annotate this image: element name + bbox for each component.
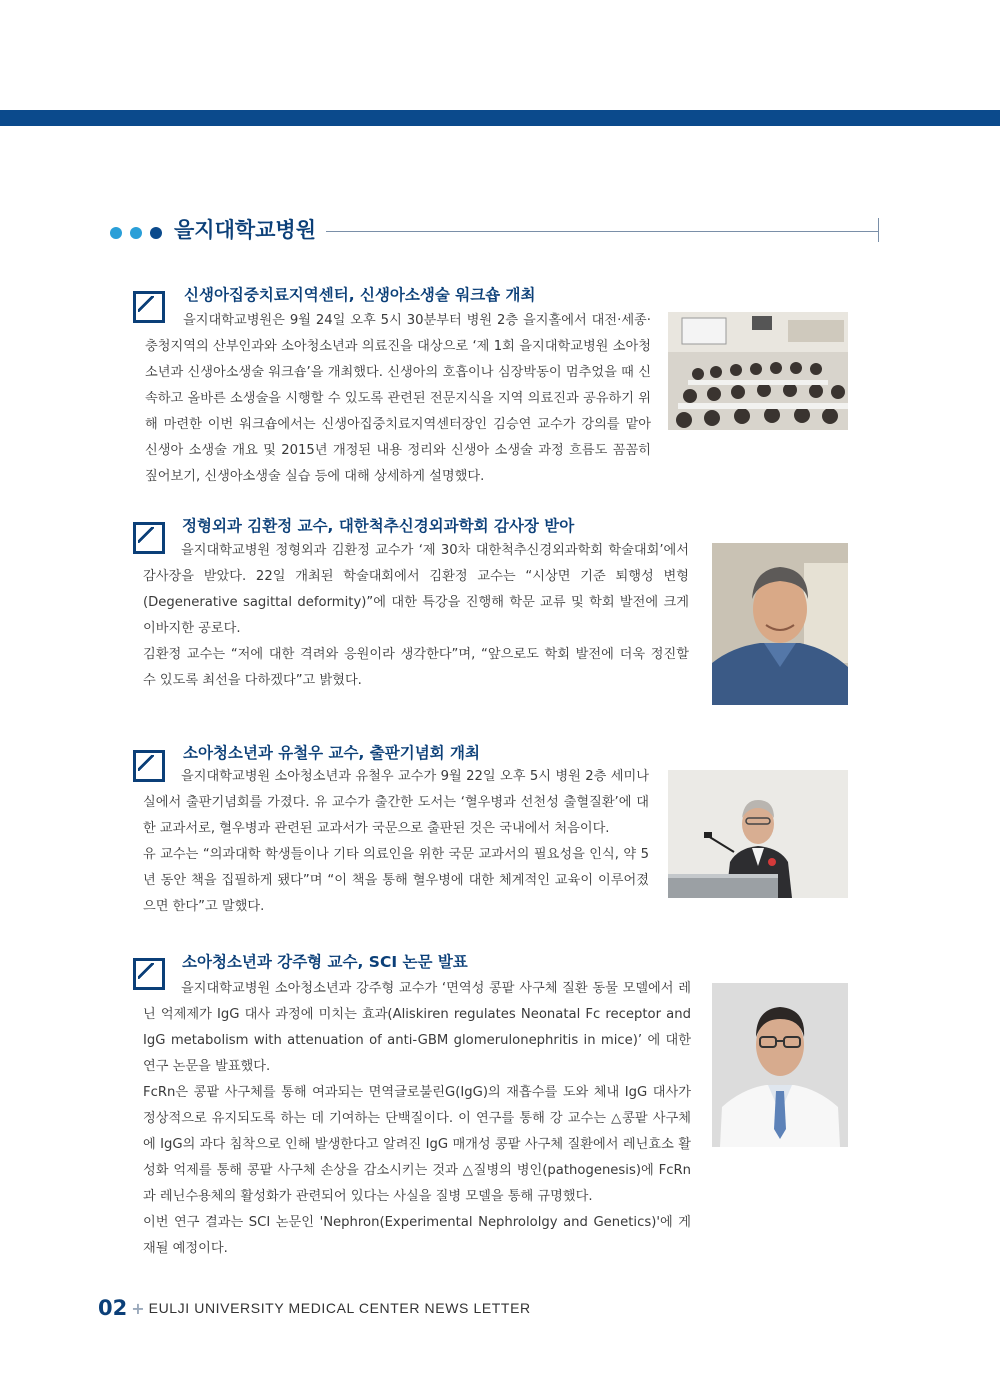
article-paragraph: 을지대학교병원 소아청소년과 강주형 교수가 ‘면역성 콩팥 사구체 질환 동물 모델에서 레닌 억제제가 IgG 대사 과정에 미치는 효과(Aliskiren regulates Neonatal Fc receptor and IgG metabolism with attenuation of anti-GBM glomerulonephritis in mice)’ 에 대한 연구 논문을 발표했다. bbox=[143, 981, 691, 1074]
top-brand-bar bbox=[0, 110, 1000, 126]
article-paragraph: 을지대학교병원 정형외과 김환정 교수가 ‘제 30차 대한척추신경외과학회 학술대회’에서 감사장을 받았다. 22일 개최된 학술대회에서 김환정 교수는 “시상면 기준 퇴행성 변형(Degenerative sagittal deformity)”에 대한 특강을 진행해 학문 교류 및 학회 발전에 크게 이바지한 공로다. bbox=[143, 543, 689, 636]
dot-icon bbox=[150, 227, 162, 239]
article-title: 정형외과 김환정 교수, 대한척추신경외과학회 감사장 받아 bbox=[182, 517, 575, 535]
portrait-image bbox=[712, 983, 848, 1147]
header-divider bbox=[326, 231, 878, 232]
header-divider-end bbox=[878, 218, 879, 242]
newsletter-name: EULJI UNIVERSITY MEDICAL CENTER NEWS LETTER bbox=[148, 1300, 531, 1316]
book-launch-photo-image bbox=[668, 770, 848, 898]
section-bullet-dots bbox=[110, 224, 170, 243]
plus-icon: + bbox=[131, 1298, 145, 1318]
article-paragraph: 유 교수는 “의과대학 학생들이나 기타 의료인을 위한 국문 교과서의 필요성을 인식, 약 5년 동안 책을 집필하게 됐다”며 “이 책을 통해 혈우병에 대한 체계적인 교육이 이루어졌으면 한다”고 말했다. bbox=[143, 847, 649, 914]
section-title: 을지대학교병원 bbox=[174, 218, 317, 242]
section-header bbox=[110, 212, 880, 246]
article-body bbox=[145, 308, 651, 490]
article-paragraph: 을지대학교병원 소아청소년과 유철우 교수가 9월 22일 오후 5시 병원 2층 세미나실에서 출판기념회를 가졌다. 유 교수가 출간한 도서는 ‘혈우병과 선천성 출혈질환’에 대한 교과서로, 혈우병과 관련된 교과서가 국문으로 출판된 것은 국내에서 처음이다. bbox=[143, 769, 649, 836]
dot-icon bbox=[110, 227, 122, 239]
article-body bbox=[143, 976, 691, 1262]
article-paragraph: FcRn은 콩팥 사구체를 통해 여과되는 면역글로불린G(IgG)의 재흡수를 도와 체내 IgG 대사가 정상적으로 유지되도록 하는 데 기여하는 단백질이다. 이 연구를 통해 강 교수는 △콩팥 사구체에 IgG의 과다 침착으로 인해 발생한다고 알려진 IgG 매개성 콩팥 사구체 질환에서 레닌효소 활성화 억제를 통해 콩팥 사구체 손상을 감소시키는 것과 △질병의 병인(pathogenesis)에 FcRn과 레닌수용체의 활성화가 관련되어 있다는 사실을 질병 모델을 통해 규명했다. bbox=[143, 1085, 691, 1204]
page-number: 02 bbox=[98, 1296, 128, 1320]
article-paragraph: 을지대학교병원은 9월 24일 오후 5시 30분부터 병원 2층 을지홀에서 대전·세종·충청지역의 산부인과와 소아청소년과 의료진을 대상으로 ‘제 1회 을지대학교병원 소아청소년과 신생아소생술 워크숍’을 개최했다. 신생아의 호흡이나 심장박동이 멈추었을 때 신속하고 올바른 소생술을 시행할 수 있도록 관련된 전문지식을 지역 의료진과 공유하기 위해 마련한 이번 워크숍에서는 신생아집중치료지역센터장인 김승연 교수가 강의를 맡아 신생아 소생술 개요 및 2015년 개정된 내용 정리와 신생아 소생술 과정 흐름도 꼼꼼히 짚어보기, 신생아소생술 실습 등에 대해 상세하게 설명했다. bbox=[145, 313, 651, 484]
workshop-photo bbox=[668, 312, 848, 430]
article-paragraph: 김환정 교수는 “저에 대한 격려와 응원이라 생각한다”며, “앞으로도 학회 발전에 더욱 정진할 수 있도록 최선을 다하겠다”고 밝혔다. bbox=[143, 647, 689, 688]
article-body bbox=[143, 764, 649, 920]
page-footer bbox=[98, 1296, 531, 1322]
portrait-image bbox=[712, 543, 848, 705]
dot-icon bbox=[130, 227, 142, 239]
book-launch-photo bbox=[668, 770, 848, 898]
workshop-photo-image bbox=[668, 312, 848, 430]
article-title: 소아청소년과 유철우 교수, 출판기념회 개최 bbox=[183, 744, 480, 762]
article-title: 소아청소년과 강주형 교수, SCI 논문 발표 bbox=[182, 953, 468, 971]
professor-kang-portrait bbox=[712, 983, 848, 1147]
article-paragraph: 이번 연구 결과는 SCI 논문인 'Nephron(Experimental Nephrololgy and Genetics)'에 게재될 예정이다. bbox=[143, 1215, 691, 1256]
professor-kim-portrait bbox=[712, 543, 848, 705]
article-title: 신생아집중치료지역센터, 신생아소생술 워크숍 개최 bbox=[184, 286, 536, 304]
article-body bbox=[143, 538, 689, 694]
